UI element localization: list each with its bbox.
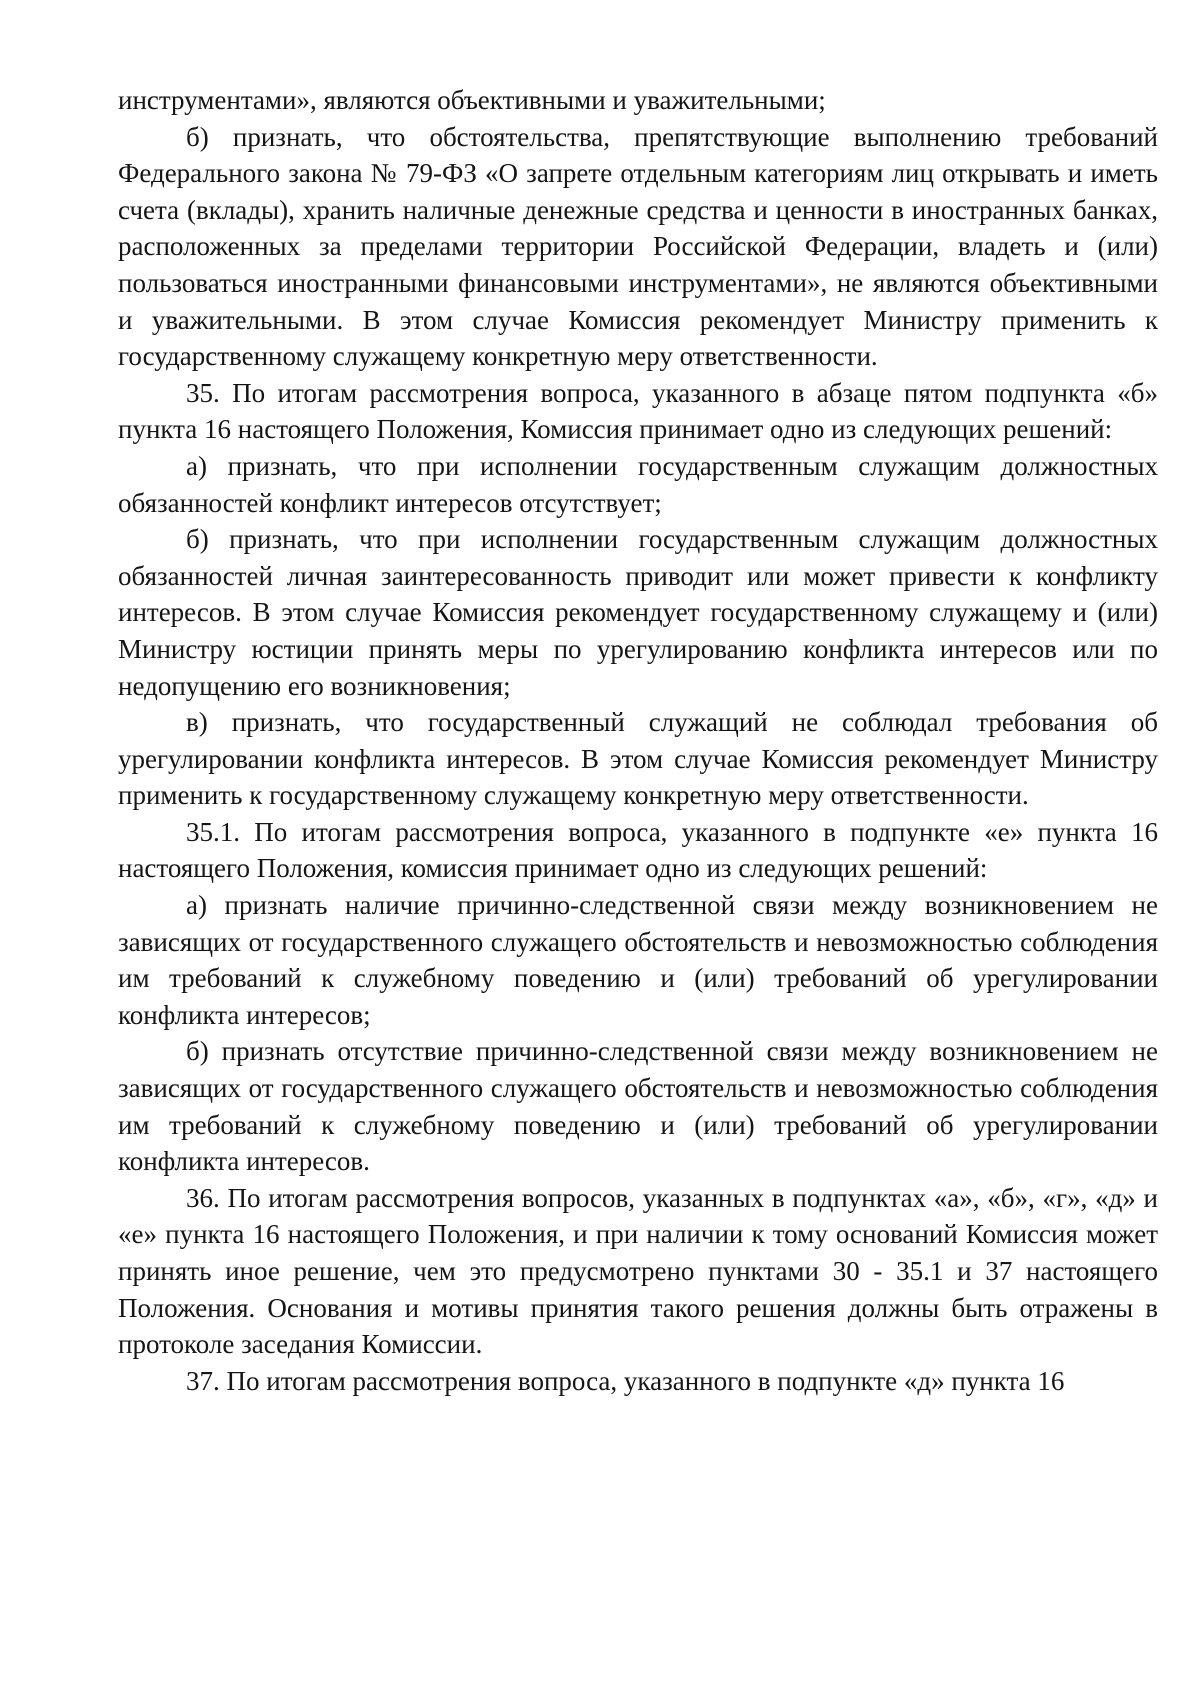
paragraph-35-v: в) признать, что государственный служащий не соблюдал требования об урегулировании конфликта интересов. В этом случае Комиссия рекомендует Министру применить к государственному служащему конкретную меру ответственности.: [118, 707, 1158, 811]
paragraph-35: 35. По итогам рассмотрения вопроса, указанного в абзаце пятом подпункта «б» пункта 16 настоящего Положения, Комиссия принимает одно из следующих решений:: [118, 377, 1158, 445]
document-page: [118, 82, 1158, 1399]
paragraph-35-a: а) признать, что при исполнении государственным служащим должностных обязанностей конфликт интересов отсутствует;: [118, 450, 1158, 518]
paragraph-37: 37. По итогам рассмотрения вопроса, указанного в подпункте «д» пункта 16: [186, 1365, 1065, 1396]
paragraph-35-b: б) признать, что при исполнении государственным служащим должностных обязанностей личная заинтересованность приводит или может привести к конфликту интересов. В этом случае Комиссия рекомендует государственному служащему и (или) Министру юстиции принять меры по урегулированию конфликта интересов или по недопущению его возникновения;: [118, 524, 1158, 701]
paragraph-36: 36. По итогам рассмотрения вопросов, указанных в подпунктах «а», «б», «г», «д» и «е» пункта 16 настоящего Положения, и при наличии к тому оснований Комиссия может принять иное решение, чем это предусмотрено пунктами 30 - 35.1 и 37 настоящего Положения. Основания и мотивы принятия такого решения должны быть отражены в протоколе заседания Комиссии.: [118, 1182, 1158, 1360]
paragraph-35-1-a: а) признать наличие причинно-следственной связи между возникновением не зависящих от государственного служащего обстоятельств и невозможностью соблюдения им требований к служебному поведению и (или) требований об урегулировании конфликта интересов;: [118, 890, 1158, 1030]
paragraph-continuation: инструментами», являются объективными и уважительными;: [118, 85, 826, 115]
paragraph-35-1: 35.1. По итогам рассмотрения вопроса, указанного в подпункте «е» пункта 16 настоящего Положения, комиссия принимает одно из следующих решений:: [118, 816, 1158, 884]
paragraph-35-1-b: б) признать отсутствие причинно-следственной связи между возникновением не зависящих от государственного служащего обстоятельств и невозможностью соблюдения им требований к служебному поведению и (или) требований об урегулировании конфликта интересов.: [118, 1036, 1158, 1177]
paragraph-item-b-not-objective: б) признать, что обстоятельства, препятствующие выполнению требований Федерального закона № 79-ФЗ «О запрете отдельным категориям лиц открывать и иметь счета (вклады), хранить наличные денежные средства и ценности в иностранных банках, расположенных за пределами территории Российской Федерации, владеть и (или) пользоваться иностранными финансовыми инструментами», не являются объективными и уважительными. В этом случае Комиссия рекомендует Министру применить к государственному служащему конкретную меру ответственности.: [118, 121, 1158, 372]
